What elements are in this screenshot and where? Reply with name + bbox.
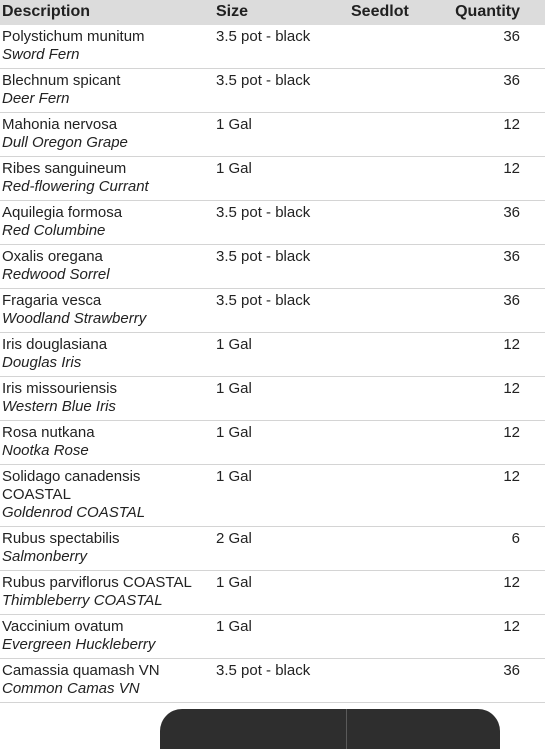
table-row <box>0 245 545 289</box>
table-row <box>0 659 545 703</box>
description-cell <box>2 248 207 284</box>
column-header-seedlot: Seedlot <box>351 3 409 20</box>
scientific-name: Ribes sanguineum <box>2 160 127 177</box>
scientific-name: Rubus parviflorus COASTAL <box>2 574 192 591</box>
description-cell <box>2 424 207 460</box>
common-name: Douglas Iris <box>2 354 82 371</box>
size-cell: 3.5 pot - black <box>216 248 311 265</box>
scientific-name: Rosa nutkana <box>2 424 95 441</box>
common-name: Sword Fern <box>2 46 80 63</box>
table-header <box>0 0 545 25</box>
quantity-cell: 12 <box>503 618 520 635</box>
size-cell: 3.5 pot - black <box>216 662 311 679</box>
action-bar-divider <box>346 709 347 749</box>
scientific-name: Aquilegia formosa <box>2 204 123 221</box>
common-name: Red-flowering Currant <box>2 178 149 195</box>
table-row <box>0 113 545 157</box>
common-name: Deer Fern <box>2 90 70 107</box>
size-cell: 1 Gal <box>216 468 252 485</box>
size-cell: 1 Gal <box>216 574 252 591</box>
table-row <box>0 527 545 571</box>
description-cell <box>2 28 207 64</box>
table-row <box>0 289 545 333</box>
plant-table-body <box>0 25 545 703</box>
scientific-name: Fragaria vesca <box>2 292 102 309</box>
scientific-name: Solidago canadensis COASTAL <box>2 468 141 503</box>
scientific-name: Mahonia nervosa <box>2 116 118 133</box>
description-cell <box>2 530 207 566</box>
quantity-cell: 36 <box>503 248 520 265</box>
quantity-cell: 36 <box>503 72 520 89</box>
table-row <box>0 157 545 201</box>
quantity-cell: 6 <box>511 530 520 547</box>
description-cell <box>2 160 207 196</box>
size-cell: 3.5 pot - black <box>216 292 311 309</box>
table-row <box>0 421 545 465</box>
quantity-cell: 12 <box>503 424 520 441</box>
description-cell <box>2 618 207 654</box>
quantity-cell: 12 <box>503 468 520 485</box>
column-header-size: Size <box>216 3 249 20</box>
size-cell: 1 Gal <box>216 116 252 133</box>
quantity-cell: 12 <box>503 160 520 177</box>
table-row <box>0 69 545 113</box>
scientific-name: Camassia quamash VN <box>2 662 160 679</box>
quantity-cell: 36 <box>503 292 520 309</box>
common-name: Salmonberry <box>2 548 88 565</box>
table-row <box>0 571 545 615</box>
size-cell: 1 Gal <box>216 380 252 397</box>
table-row <box>0 465 545 527</box>
scientific-name: Blechnum spicant <box>2 72 121 89</box>
column-header-description: Description <box>2 3 91 20</box>
quantity-cell: 36 <box>503 28 520 45</box>
scientific-name: Vaccinium ovatum <box>2 618 124 635</box>
common-name: Western Blue Iris <box>2 398 116 415</box>
common-name: Woodland Strawberry <box>2 310 147 327</box>
size-cell: 3.5 pot - black <box>216 28 311 45</box>
description-cell <box>2 116 207 152</box>
table-row <box>0 377 545 421</box>
scientific-name: Polystichum munitum <box>2 28 145 45</box>
scientific-name: Rubus spectabilis <box>2 530 120 547</box>
common-name: Redwood Sorrel <box>2 266 110 283</box>
description-cell <box>2 662 207 698</box>
floating-action-bar[interactable] <box>160 709 500 749</box>
table-row <box>0 25 545 69</box>
quantity-cell: 12 <box>503 380 520 397</box>
description-cell <box>2 336 207 372</box>
column-header-quantity: Quantity <box>455 3 520 20</box>
quantity-cell: 36 <box>503 204 520 221</box>
table-row <box>0 615 545 659</box>
size-cell: 1 Gal <box>216 336 252 353</box>
common-name: Goldenrod COASTAL <box>2 504 146 521</box>
description-cell <box>2 292 207 328</box>
size-cell: 1 Gal <box>216 618 252 635</box>
scientific-name: Oxalis oregana <box>2 248 103 265</box>
table-row <box>0 201 545 245</box>
size-cell: 3.5 pot - black <box>216 72 311 89</box>
table-row <box>0 333 545 377</box>
quantity-cell: 12 <box>503 116 520 133</box>
description-cell <box>2 380 207 416</box>
size-cell: 1 Gal <box>216 424 252 441</box>
size-cell: 1 Gal <box>216 160 252 177</box>
size-cell: 3.5 pot - black <box>216 204 311 221</box>
common-name: Common Camas VN <box>2 680 140 697</box>
common-name: Thimbleberry COASTAL <box>2 592 163 609</box>
scientific-name: Iris douglasiana <box>2 336 108 353</box>
common-name: Dull Oregon Grape <box>2 134 128 151</box>
description-cell <box>2 468 207 522</box>
common-name: Nootka Rose <box>2 442 89 459</box>
description-cell <box>2 72 207 108</box>
size-cell: 2 Gal <box>216 530 252 547</box>
description-cell <box>2 204 207 240</box>
common-name: Evergreen Huckleberry <box>2 636 156 653</box>
description-cell <box>2 574 207 610</box>
quantity-cell: 12 <box>503 574 520 591</box>
common-name: Red Columbine <box>2 222 106 239</box>
quantity-cell: 36 <box>503 662 520 679</box>
scientific-name: Iris missouriensis <box>2 380 118 397</box>
quantity-cell: 12 <box>503 336 520 353</box>
